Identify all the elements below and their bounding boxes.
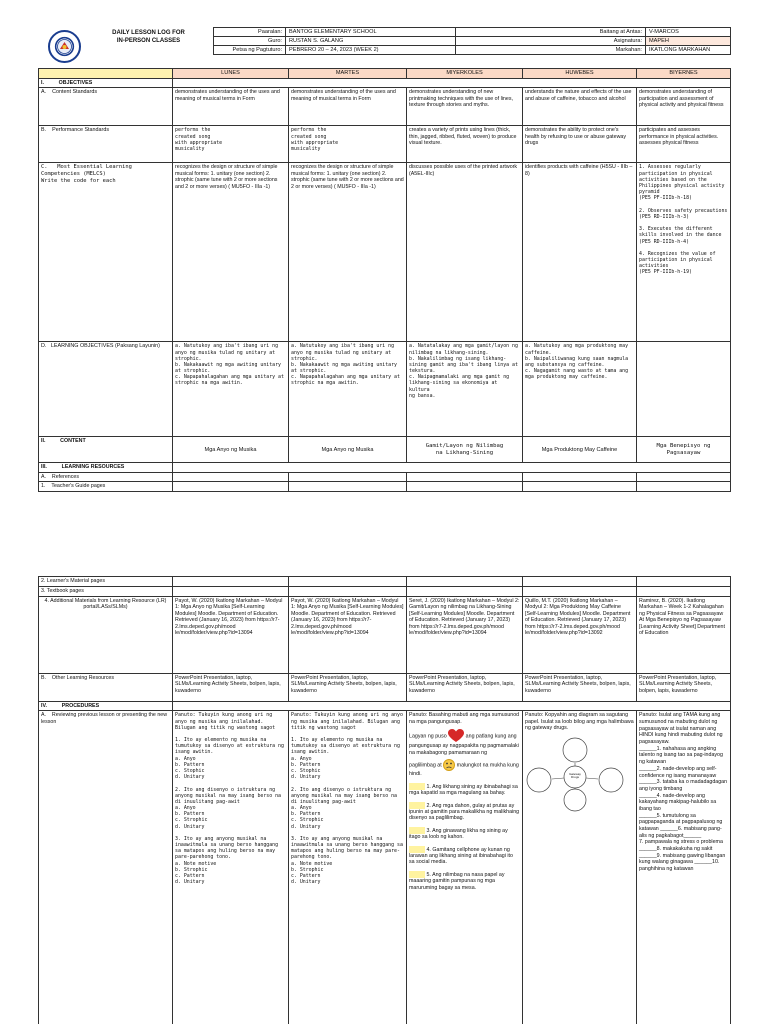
day-header-blank: [39, 69, 173, 79]
markahan-value: IKATLONG MARKAHAN: [646, 46, 731, 55]
olr-martes: PowerPoint Presentation, laptop, SLMs/Learning Activity Sheets, bolpen, lapis, kuwaderno: [289, 674, 407, 702]
olr-huwebes: PowerPoint Presentation, laptop, SLMs/Learning Activity Sheets, bolpen, lapis, kuwaderno: [523, 674, 637, 702]
day-header-martes: MARTES: [289, 69, 407, 79]
performance-standards-row: [39, 126, 731, 163]
review-wed-item: 2. Ang mga dahon, gulay at prutas ay ipunin at gamitin para makalikha ng malikhaing disenyo sa paglilimbag.: [409, 802, 520, 822]
tb-huwebes: [523, 587, 637, 597]
day-header-biyernes: BIYERNES: [637, 69, 731, 79]
other-resources-label: B. Other Learning Resources: [39, 674, 173, 702]
review-wed-item: 3. Ang ginawang likha ng sining ay itago sa loob ng kahon.: [409, 827, 508, 841]
review-label: A. Reviewing previous lesson or presenting the new lesson: [39, 711, 173, 1024]
asignatura-value: MAPEH: [646, 37, 731, 46]
lm-huwebes: [523, 577, 637, 587]
content-standards-label: A. Content Standards: [39, 88, 173, 126]
procedures-row: [39, 702, 731, 711]
learning-objectives-row: [39, 342, 731, 437]
petsa-label: Petsa ng Pagtuturo:: [214, 46, 286, 55]
teachers-guide-label: 1. Teacher's Guide pages: [39, 482, 173, 491]
tg-miyerkoles: [407, 482, 523, 491]
review-wed-instructions: Panuto: Basahing mabuti ang mga sumusunod na mga pangungusap.: [409, 712, 520, 725]
content-standards-martes: demonstrates understanding of the uses and meaning of musical terms in Form: [289, 88, 407, 126]
review-miyerkoles: [407, 711, 523, 1024]
guro-value: RUSTAN S. GALANG: [286, 37, 456, 46]
paaralan-value: BANTOG ELEMENTARY SCHOOL: [286, 28, 456, 37]
textbook-row: [39, 587, 731, 597]
content-huwebes: Mga Produktong May Caffeine: [523, 437, 637, 463]
tb-biyernes: [637, 587, 731, 597]
review-fri-text: Panuto: Isulat ang TAMA kung ang sumusunod na mabuting dulot ng pagsasayaw at isulat naman ang HINDI kung hindi mabuting dulot ng pagsasayaw. ______1. nahahasa ang angking talento ng isang tao sa pag-indayog ng katawan ______2. nade-develop ang self-confidence ng isang mananayaw ______3. tataba ka o madadagdagan ang iyong timbang ______4. nade-develop ang kakayahang makipag-halubilo sa ibang tao ______5. tumutulong sa pagpapaganda at pagpapalusog ng katawan ______6. mabisang pang-alis ng pagkabagot______ 7. pampawala ng stress o problema ______8. makakakuha ng sakit ______9. mabisang gawing libangan kung walang ginagawa ______10. panghihina ng katawan: [639, 712, 728, 872]
ref-biyernes: [637, 472, 731, 481]
learning-objectives-label: D. LEARNING OBJECTIVES (Paksang Layunin): [39, 342, 173, 437]
answer-blank: [409, 871, 425, 878]
tg-lunes: [173, 482, 289, 491]
lm-lunes: [173, 577, 289, 587]
olr-lunes: PowerPoint Presentation, laptop, SLMs/Learning Activity Sheets, bolpen, lapis, kuwaderno: [173, 674, 289, 702]
learning-resources-span: [173, 463, 731, 472]
log-title: [86, 30, 211, 45]
melcs-miyerkoles: discusses possible uses of the printed artwork (A5EL-IIIc): [407, 163, 523, 342]
lo-lunes: a. Natutukoy ang iba't ibang uri ng anyo ng musika tulad ng unitary at strophic. b. Nakakaawit ng mga awiting unitary at strophic. c. Napapahalagahan ang mga unitary at strophic na mga awitin.: [173, 342, 289, 437]
lm-martes: [289, 577, 407, 587]
content-standards-row: [39, 88, 731, 126]
content-label: II. CONTENT: [39, 437, 173, 463]
olr-biyernes: PowerPoint Presentation, laptop, SLMs/Learning Activity Sheets, bolpen, lapis, kuwaderno: [637, 674, 731, 702]
log-title-line2: IN-PERSON CLASSES: [116, 37, 181, 44]
markahan-label: Markahan:: [456, 46, 646, 55]
content-standards-lunes: demonstrates understanding of the uses and meaning of musical terms in Form: [173, 88, 289, 126]
review-lunes: Panuto: Tukuyin kung anong uri ng anyo ng musika ang inilalahad. Bilugan ang titik ng wastong sagot 1. Ito ay elemento ng musika na tumutukoy sa disenyo at estruktura ng isang awitin. a. Anyo b. Pattern c. Stophic d. Unitary 2. Ito ang disenyo o istruktura ng anyong musikal na may isang berso na di inuulitang pag-awit a. Anyo b. Pattern c. Strophic d. Unitary 3. Ito ay ang anyong musikal na inaawitmula sa unang berso hanggang sa matapos ang huling berso na may pare-parehong tono. a. Note motive b. Strophic c. Pattern d. Unitary: [173, 711, 289, 1024]
tg-huwebes: [523, 482, 637, 491]
review-huwebes: [523, 711, 637, 1024]
day-header-miyerkoles: MIYERKOLES: [407, 69, 523, 79]
content-standards-biyernes: demonstrates understanding of participation and assessment of physical activity and physical fitness: [637, 88, 731, 126]
content-miyerkoles: Gamit/Layon ng Nilimbag na Likhang-Sining: [407, 437, 523, 463]
melcs-huwebes: identifies products with caffeine (H5SU - IIIb – 8): [523, 163, 637, 342]
diagram-center-label: Gateway Drugs: [569, 771, 581, 780]
deped-seal-icon: [48, 30, 81, 63]
objectives-label: I. OBJECTIVES: [39, 79, 173, 88]
add-huwebes: Quillo, M.T. (2020) Ikatlong Markahan – Modyul 2: Mga Produktong May Caffeine [Self-Learning Modules] Moodle. Department of Education. Retrieved (January 17, 2023) from https://r7-2.lms.deped.gov.ph/mood le/mod/folder/view.php?id=13092: [523, 597, 637, 674]
sad-face-icon: [443, 759, 455, 771]
baitang-value: V-MARCOS: [646, 28, 731, 37]
answer-blank: [409, 802, 425, 809]
lo-miyerkoles: a. Natatalakay ang mga gamit/layon ng nilimbag na likhang-sining. b. Nakalilimbag ng isang likhang-sining gamit ang iba't ibang linya at tekstura. c. Naipagmamalaki ang mga gamit ng likhang-sining sa ekonomiya at kultura ng bansa.: [407, 342, 523, 437]
additional-materials-label: 4. Additional Materials from Learning Resource (LR) portal/LASs/SLMs): [39, 597, 173, 674]
review-thu-instructions: Panuto: Kopyahin ang diagram sa sagutang papel. Isulat sa loob bilog ang mga halimbawa ng gateway drugs.: [525, 712, 634, 732]
melcs-lunes: recognizes the design or structure of simple musical forms: 1. unitary (one section) 2. strophic (same tune with 2 or more sections and 2 or more verses) ( MU5FO - IIIa -1): [173, 163, 289, 342]
learners-material-row: [39, 577, 731, 587]
review-wed-smile-line: paglilimbag at malungkot na mukha kung hindi.: [409, 759, 520, 777]
ref-huwebes: [523, 472, 637, 481]
textbook-label: 3. Textbook pages: [39, 587, 173, 597]
additional-materials-row: [39, 597, 731, 674]
header-info-table: [213, 27, 731, 55]
performance-huwebes: demonstrates the ability to protect one's health by refusing to use or abuse gateway drugs: [523, 126, 637, 163]
other-resources-row: [39, 674, 731, 702]
melcs-row: [39, 163, 731, 342]
review-martes: Panuto: Tukuyin kung anong uri ng anyo ng musika ang inilalahad. Bilugan ang titik ng wastong sagot 1. Ito ay elemento ng musika na tumutukoy sa disenyo at estruktura ng isang awitin. a. Anyo b. Pattern c. Stophic d. Unitary 2. Ito ang disenyo o istruktura ng anyong musikal na may isang berso na di inuulitang pag-awit a. Anyo b. Pattern c. Strophic d. Unitary 3. Ito ay ang anyong musikal na inaawitmula sa unang berso hanggang sa matapos ang huling berso na may pare-parehong tono. a. Note motive b. Strophic c. Pattern d. Unitary: [289, 711, 407, 1024]
ref-martes: [289, 472, 407, 481]
guro-label: Guro:: [214, 37, 286, 46]
teachers-guide-row: [39, 482, 731, 491]
add-martes: Payot, W. (2020) Ikatlong Markahan – Modyul 1: Mga Anyo ng Musika [Self-Learning Modules] Moodle. Department of Education. Retrieved (January 16, 2023) from https://r7-2.lms.deped.gov.ph/mood le/mod/folder/view.php?id=13094: [289, 597, 407, 674]
performance-miyerkoles: creates a variety of prints using lines (thick, thin, jagged, ribbed, fluted, woven) to produce visual texture.: [407, 126, 523, 163]
content-standards-huwebes: understands the nature and effects of the use and abuse of caffeine, tobacco and alcohol: [523, 88, 637, 126]
lm-miyerkoles: [407, 577, 523, 587]
procedures-label: IV. PROCEDURES: [39, 702, 173, 711]
log-header: [38, 25, 730, 68]
lesson-grid-page2: [38, 576, 731, 1024]
baitang-label: Baitang at Antas:: [456, 28, 646, 37]
content-standards-miyerkoles: demonstrates understanding of new printmaking techniques with the use of lines, texture through stories and myths.: [407, 88, 523, 126]
page-2: [38, 576, 730, 1024]
tg-martes: [289, 482, 407, 491]
performance-biyernes: participates and assesses performance in physical activities. assesses physical fitness: [637, 126, 731, 163]
tb-lunes: [173, 587, 289, 597]
lo-martes: a. Natutukoy ang iba't ibang uri ng anyo ng musika tulad ng unitary at strophic. b. Nakakaawit ng mga awiting unitary at strophic. c. Napapahalagahan ang mga unitary at strophic na mga awitin.: [289, 342, 407, 437]
references-label: A. References: [39, 472, 173, 481]
day-header-row: [39, 69, 731, 79]
paaralan-label: Paaralan:: [214, 28, 286, 37]
review-wed-heart-line: Lagyan ng puso ang patlang kung ang pangungusap ay nagpapakita ng pagmamalaki na makabagong pamamaraan ng: [409, 729, 520, 756]
review-row: [39, 711, 731, 1024]
review-wed-item: 5. Ang nilimbag na nasa papel ay maaaring gamitin pampunas ng mga maruruming bagay sa mesa.: [409, 871, 505, 891]
content-martes: Mga Anyo ng Musika: [289, 437, 407, 463]
performance-lunes: performs the created song with appropriate musicality: [173, 126, 289, 163]
answer-blank: [409, 827, 425, 834]
olr-miyerkoles: PowerPoint Presentation, laptop, SLMs/Learning Activity Sheets, bolpen, lapis, kuwaderno: [407, 674, 523, 702]
learning-resources-row: [39, 463, 731, 472]
melcs-label: C. Most Essential Learning Competencies (MELCS) Write the code for each: [39, 163, 173, 342]
petsa-value: PEBRERO 20 – 24, 2023 (WEEK 2): [286, 46, 456, 55]
heart-icon: [448, 729, 464, 743]
objectives-span: [173, 79, 731, 88]
references-row: [39, 472, 731, 481]
add-miyerkoles: Seret, J. (2020) Ikatlong Markahan – Modyul 2: Gamit/Layon ng nilimbag na Likhang-Sining [Self-Learning Modules] Moodle. Department of Education. Retrieved (January 17, 2023) from https://r7-2.lms.deped.gov.ph/mood le/mod/folder/view.php?id=13094: [407, 597, 523, 674]
melcs-biyernes: 1. Assesses regularly participation in physical activities based on the Philippines physical activity pyramid (PE5 PF-IIIb-h-18) 2. Observes safety precautions (PE5 RD-IIIb-h-3) 3. Executes the different skills involved in the dance (PE5 RD-IIIb-h-4) 4. Recognizes the value of participation in physical activities (PE5 PF-IIIb-h-19): [637, 163, 731, 342]
content-lunes: Mga Anyo ng Musika: [173, 437, 289, 463]
learning-resources-label: III. LEARNING RESOURCES: [39, 463, 173, 472]
tg-biyernes: [637, 482, 731, 491]
add-lunes: Payot, W. (2020) Ikatlong Markahan – Modyul 1: Mga Anyo ng Musika [Self-Learning Modules] Moodle. Department of Education. Retrieved (January 16, 2023) from https://r7-2.lms.deped.gov.ph/mood le/mod/folder/view.php?id=13094: [173, 597, 289, 674]
ref-miyerkoles: [407, 472, 523, 481]
review-wed-item: 4. Gamitang cellphone ay kunan ng larawan ang likhang sining at ibinabahagi ito sa social media.: [409, 846, 513, 866]
learners-material-label: 2. Learner's Material pages: [39, 577, 173, 587]
lm-biyernes: [637, 577, 731, 587]
review-wed-item: 1. Ang likhang sining ay ibinabahagi sa mga kapatid sa mga magulang sa bahay.: [409, 783, 518, 797]
answer-blank: [409, 846, 425, 853]
ref-lunes: [173, 472, 289, 481]
day-header-lunes: LUNES: [173, 69, 289, 79]
lesson-grid-page1: [38, 68, 731, 492]
tb-martes: [289, 587, 407, 597]
review-biyernes: [637, 711, 731, 1024]
log-title-line1: DAILY LESSON LOG FOR: [112, 30, 185, 36]
content-row: [39, 437, 731, 463]
melcs-martes: recognizes the design or structure of simple musical forms: 1. unitary (one section) 2. strophic (same tune with 2 or more sections and 2 or more verses) ( MU5FO - IIIa -1): [289, 163, 407, 342]
answer-blank: [409, 783, 425, 790]
day-header-huwebes: HUWEBES: [523, 69, 637, 79]
tb-miyerkoles: [407, 587, 523, 597]
performance-martes: performs the created song with appropriate musicality: [289, 126, 407, 163]
gateway-drugs-diagram: [525, 736, 625, 812]
procedures-span: [173, 702, 731, 711]
objectives-row: [39, 79, 731, 88]
add-biyernes: Ramirez, B. (2020). Ikatlong Markahan – Week 1-2 Kahalagahan ng Physical Fitness sa Pagsasayaw At Mga Benepisyo ng Pagsasayaw [Learning Activity Sheet] Department of Education: [637, 597, 731, 674]
content-biyernes: Mga Benepisyo ng Pagsasayaw: [637, 437, 731, 463]
performance-standards-label: B. Performance Standards: [39, 126, 173, 163]
lo-huwebes: a. Natutukoy ang mga produktong may caffeine. b. Naipaliliwanag kung saan nagmula ang substansya ng caffeine. c. Nagagamit nang wasto at tama ang mga produktong may caffeine.: [523, 342, 637, 437]
asignatura-label: Asignatura:: [456, 37, 646, 46]
lo-biyernes: [637, 342, 731, 437]
page-1: [38, 25, 730, 492]
